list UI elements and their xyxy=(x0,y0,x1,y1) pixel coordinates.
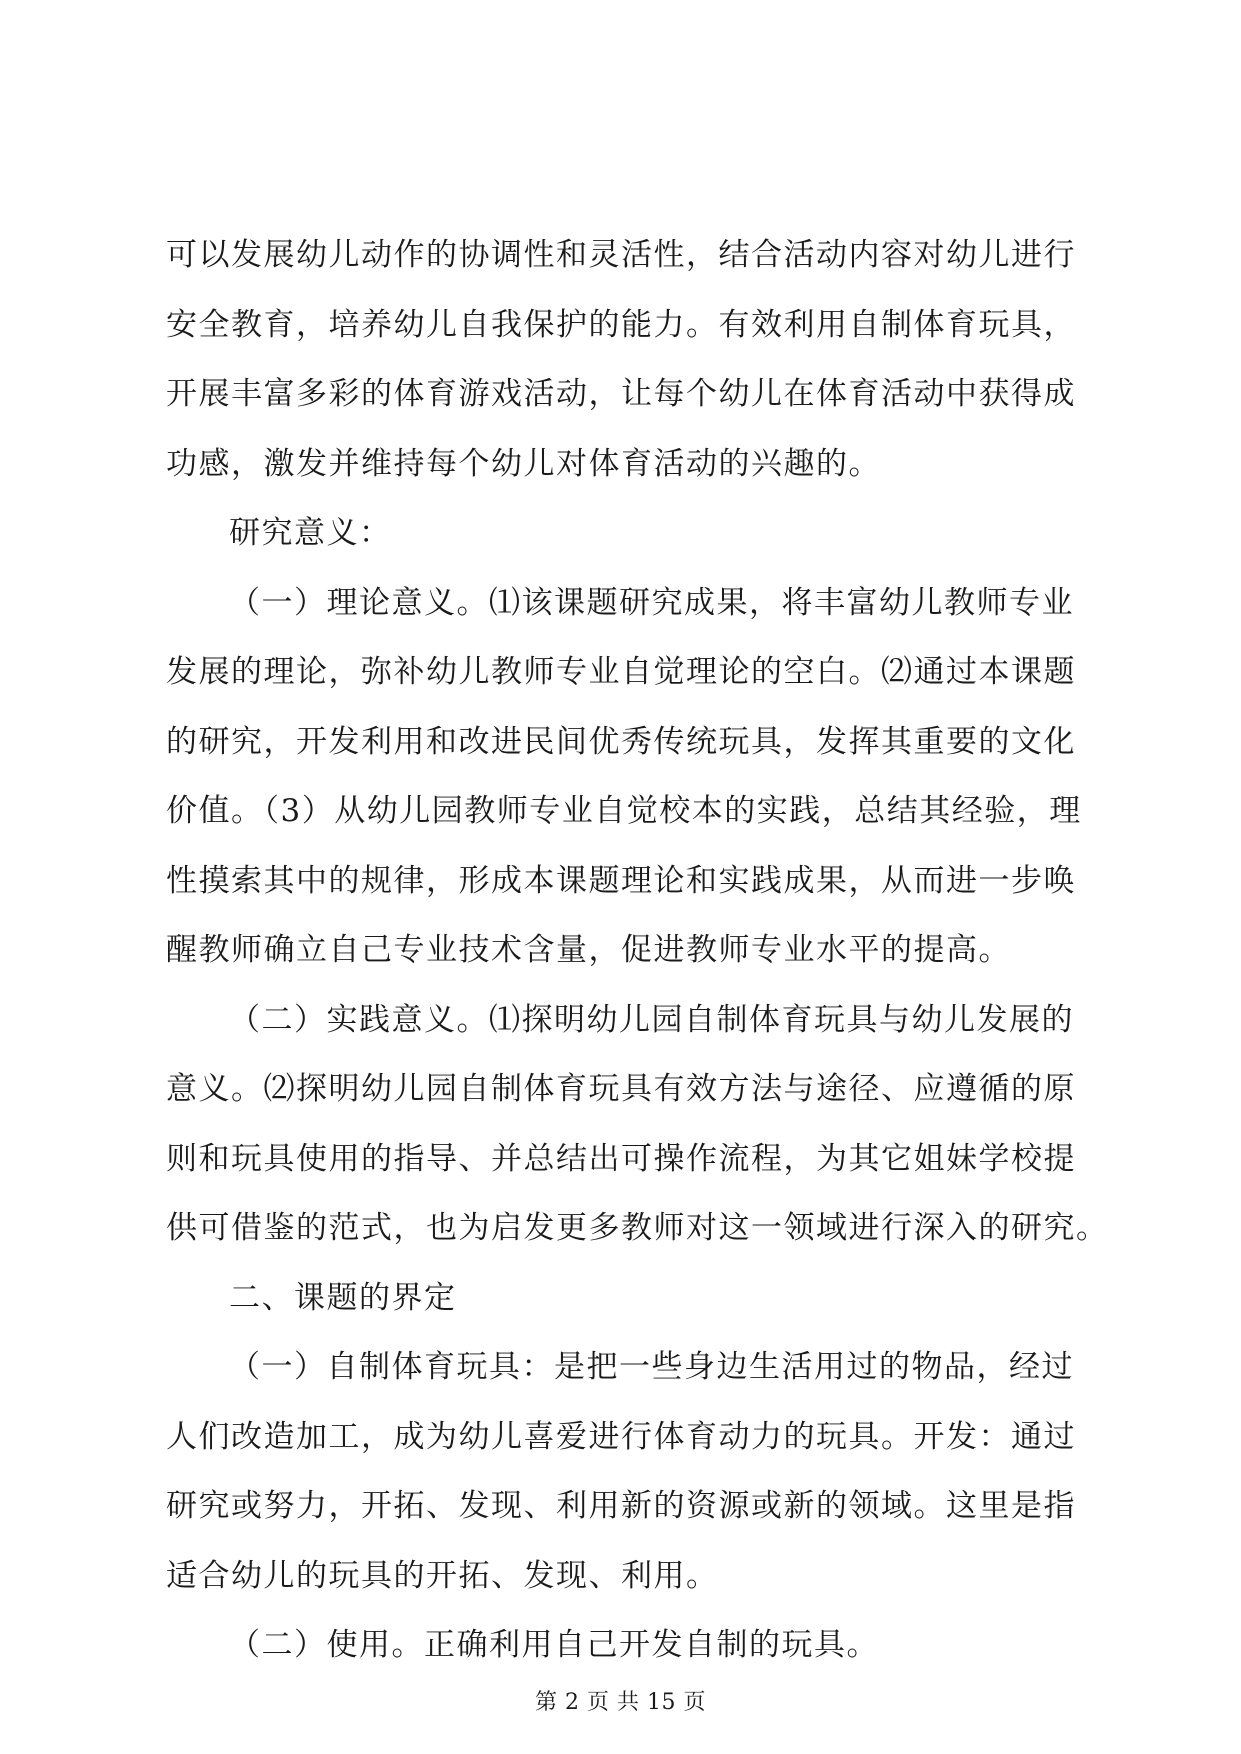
text-line: 则和玩具使用的指导、并总结出可操作流程，为其它姐妹学校提 xyxy=(166,1141,1076,1177)
text-line: 发展的理论，弥补幼儿教师专业自觉理论的空白。⑵通过本课题 xyxy=(166,654,1076,690)
page-number-footer: 第 2 页 共 15 页 xyxy=(535,1690,706,1715)
text-line: 价值。（3）从幼儿园教师专业自觉校本的实践，总结其经验，理 xyxy=(166,793,1082,829)
text-line: 人们改造加工，成为幼儿喜爱进行体育动力的玩具。开发：通过 xyxy=(166,1419,1076,1455)
text-line: 意义。⑵探明幼儿园自制体育玩具有效方法与途径、应遵循的原 xyxy=(166,1071,1076,1107)
paragraph-start: （二）使用。正确利用自己开发自制的玩具。 xyxy=(229,1627,879,1663)
text-line: 醒教师确立自己专业技术含量，促进教师专业水平的提高。 xyxy=(166,932,1011,968)
section-heading: 研究意义： xyxy=(229,515,392,551)
paragraph-start: （一）理论意义。⑴该课题研究成果，将丰富幼儿教师专业 xyxy=(229,585,1074,621)
text-line: 研究或努力，开拓、发现、利用新的资源或新的领域。这里是指 xyxy=(166,1488,1076,1524)
text-line: 开展丰富多彩的体育游戏活动，让每个幼儿在体育活动中获得成 xyxy=(166,376,1076,412)
paragraph-start: （二）实践意义。⑴探明幼儿园自制体育玩具与幼儿发展的 xyxy=(229,1002,1074,1038)
paragraph-start: （一）自制体育玩具：是把一些身边生活用过的物品，经过 xyxy=(229,1349,1074,1385)
section-heading: 二、课题的界定 xyxy=(229,1280,457,1316)
text-line: 性摸索其中的规律，形成本课题理论和实践成果，从而进一步唤 xyxy=(166,863,1076,899)
text-line: 供可借鉴的范式，也为启发更多教师对这一领域进行深入的研究。 xyxy=(166,1210,1109,1246)
text-line: 可以发展幼儿动作的协调性和灵活性，结合活动内容对幼儿进行 xyxy=(166,237,1076,273)
text-line: 功感，激发并维持每个幼儿对体育活动的兴趣的。 xyxy=(166,446,881,482)
text-line: 适合幼儿的玩具的开拓、发现、利用。 xyxy=(166,1558,719,1594)
text-line: 的研究，开发利用和改进民间优秀传统玩具，发挥其重要的文化 xyxy=(166,724,1076,760)
text-line: 安全教育，培养幼儿自我保护的能力。有效利用自制体育玩具， xyxy=(166,307,1076,343)
